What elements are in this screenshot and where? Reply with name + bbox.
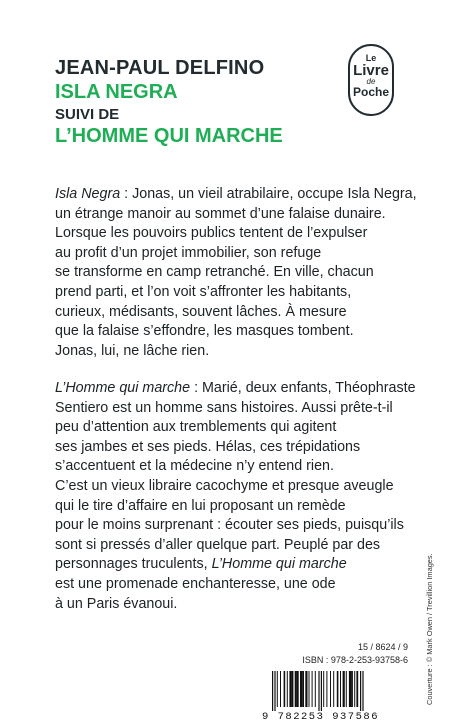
book-title-1: ISLA NEGRA: [55, 81, 178, 103]
summary-line: personnages truculents, L’Homme qui marche: [55, 556, 347, 573]
isbn-barcode: [262, 671, 417, 723]
summary-line: pour le moins surprenant : écouter ses pieds, puisqu’ils: [55, 517, 404, 534]
summary-line: curieux, médisants, souvent lâches. À mesure: [55, 303, 347, 320]
summary-italic-title: Isla Negra: [55, 186, 121, 202]
cover-credit: [423, 530, 437, 705]
summary-line: s’accentuent et la médecine n’y entend rien.: [55, 458, 334, 475]
cover-credit-text: Couverture : © Mark Owen / Trevillion Images.: [425, 553, 434, 705]
book-title-2: L’HOMME QUI MARCHE: [55, 125, 283, 147]
summary-line: Sentiero est un homme sans histoires. Aussi prête-t-il: [55, 399, 393, 416]
summary-line: Isla Negra : Jonas, un vieil atrabilaire, occupe Isla Negra,: [55, 186, 417, 202]
summary-line: est une promenade enchanteresse, une ode: [55, 575, 336, 592]
summary-italic-title: L’Homme qui marche: [55, 380, 191, 396]
summary-paragraph-homme-qui-marche: [55, 379, 416, 614]
summary-italic-title-inline: L’Homme qui marche: [211, 556, 347, 573]
isbn-code: ISBN : 978-2-253-93758-6: [302, 655, 408, 665]
logo-line-4: Poche: [352, 85, 389, 99]
summary-line: Jonas, lui, ne lâche rien.: [55, 342, 210, 359]
reference-code: 15 / 8624 / 9: [357, 642, 408, 652]
author-name: JEAN-PAUL DELFINO: [55, 57, 265, 79]
summary-line: au profit d’un projet immobilier, son refuge: [55, 244, 322, 261]
summary-line: peu d’attention aux tremblements qui agitent: [55, 419, 337, 436]
barcode-bars: [270, 671, 410, 711]
summary-line: à un Paris évanoui.: [55, 595, 178, 612]
logo-line-2: Livre: [353, 62, 389, 79]
summary-line: un étrange manoir au sommet d’une falaise dunaire.: [55, 205, 386, 222]
cover-header: [55, 56, 335, 148]
summary-line: Lorsque les pouvoirs publics tentent de l’expulser: [55, 225, 368, 242]
logo-line-1: Le: [365, 53, 377, 63]
summary-line: sont si pressés d’aller quelque part. Peuplé par des: [55, 536, 381, 553]
summary-line: que la falaise s’effondre, les masques tombent.: [55, 323, 354, 340]
followed-by-label: SUIVI DE: [55, 106, 120, 123]
summary-line: ses jambes et ses pieds. Hélas, ces trépidations: [55, 438, 361, 455]
summary-paragraph-isla-negra: [55, 185, 417, 361]
summary-line: qui le tire d’affaire en lui proposant un remède: [55, 497, 346, 514]
summary-line: se transforme en camp retranché. En ville, chacun: [55, 264, 374, 281]
livre-de-poche-logo: [348, 44, 394, 116]
publication-codes: [302, 641, 408, 667]
summary-line: prend parti, et l’on voit s’affronter les habitants,: [55, 283, 352, 300]
summary-line: L’Homme qui marche : Marié, deux enfants, Théophraste: [55, 380, 416, 396]
logo-line-3: de: [366, 77, 376, 86]
barcode-digits: 9 782253 937586: [262, 711, 380, 723]
summary-line: C’est un vieux libraire cacochyme et presque aveugle: [55, 477, 394, 494]
